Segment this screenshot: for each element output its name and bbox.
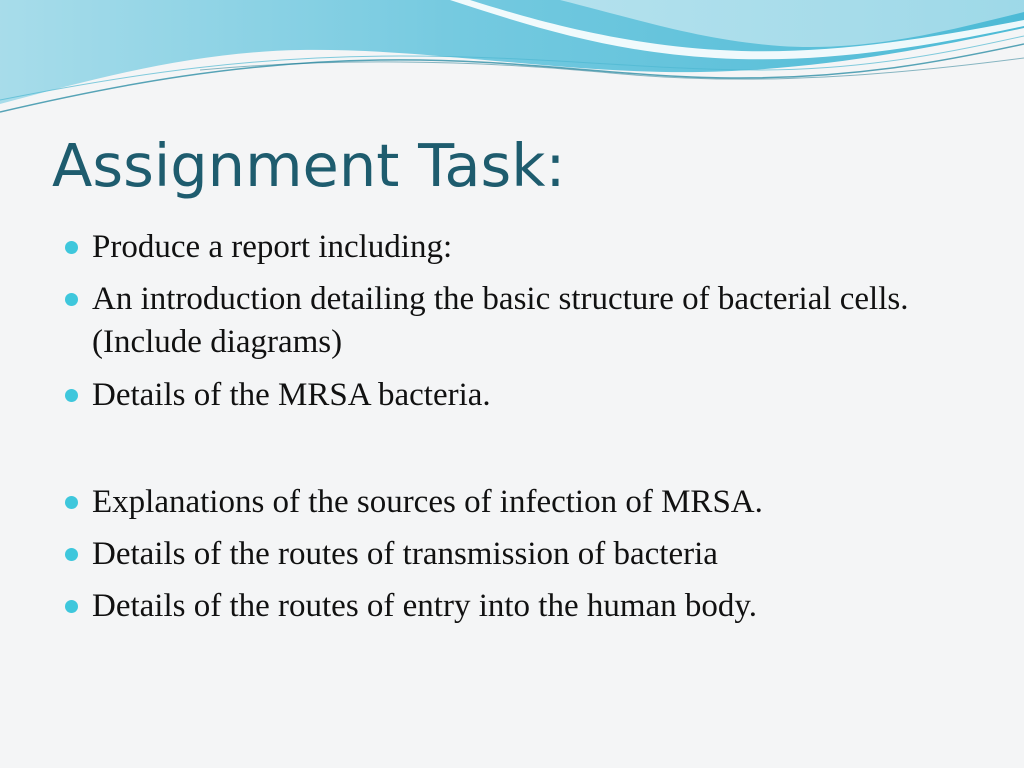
slide-title: Assignment Task: (52, 131, 566, 200)
bullet-text: Produce a report including: (92, 229, 453, 265)
bullet-item (92, 585, 912, 628)
bullet-item (92, 226, 912, 269)
filled-circle-bullet-icon (65, 293, 78, 306)
bullet-text: Explanations of the sources of infection of MRSA. (92, 484, 763, 520)
filled-circle-bullet-icon (65, 496, 78, 509)
bullet-text: An introduction detailing the basic structure of bacterial cells. (Include diagrams) (92, 281, 909, 360)
bullet-item (92, 278, 912, 364)
filled-circle-bullet-icon (65, 389, 78, 402)
bullet-text: Details of the routes of entry into the human body. (92, 588, 758, 624)
wave-banner-decoration (0, 0, 1024, 130)
bullet-item (92, 533, 912, 576)
filled-circle-bullet-icon (65, 600, 78, 613)
bullet-text: Details of the MRSA bacteria. (92, 377, 491, 413)
bullet-item (92, 481, 912, 524)
filled-circle-bullet-icon (65, 548, 78, 561)
filled-circle-bullet-icon (65, 241, 78, 254)
bullet-text: Details of the routes of transmission of bacteria (92, 536, 718, 572)
bullet-item (92, 374, 912, 417)
